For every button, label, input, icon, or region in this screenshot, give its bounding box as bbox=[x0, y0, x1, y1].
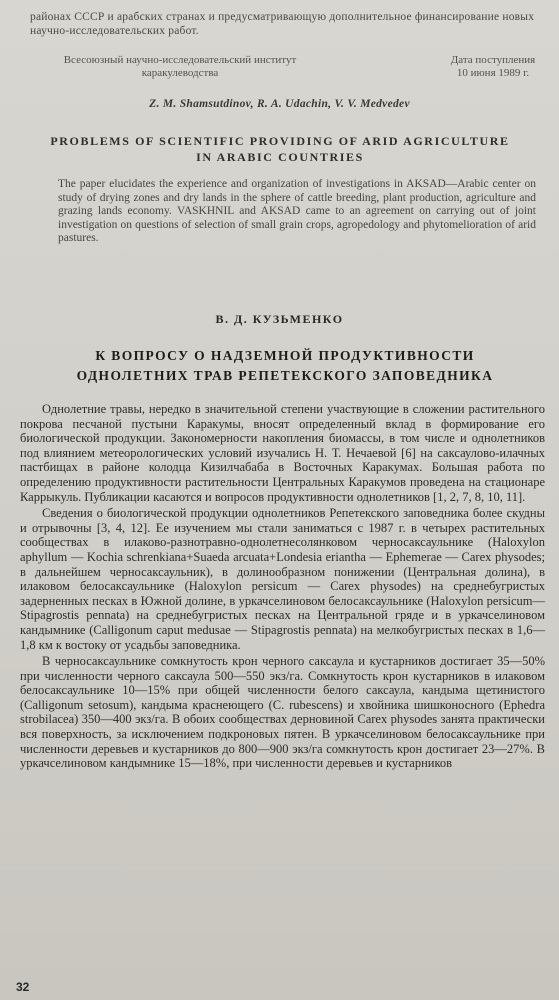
received-date-label: Дата поступления bbox=[450, 54, 536, 66]
received-date-value: 10 июня 1989 г. bbox=[456, 67, 530, 79]
body-paragraph: Сведения о биологической продукции однолетников Репетекского заповедника более скудны и отрывочны [3, 4, 12]. Ее изучением мы стали заниматься с 1987 г. в четырех растительных сообществах в илаково-разнотравно-однолетнесолянковом черносаксаульнике (Haloxylon aphyllum — Kochia schrenkiana+Suaeda arcuata+Londesia eriantha — Ephemerae — Carex physodes; в дальнейшем черносаксаульник), в долинообразном понижении (Центральная долина), в илаковом белосаксаульнике (Haloxylon persicum — Carex physodes) на среднебугристых задерненных песках в Южной долине, в уркачселиновом белосаксаульнике (Haloxylon persicum—Stipagrostis pennata) на среднебугристых песках на Центральной гряде и в уркачселиновом кандымнике (Calligonum caput medusae — Stipagrostis pennata) на мелкобугристых песках в 1,6—1,8 км к востоку от усадьбы заповедника. bbox=[20, 506, 545, 652]
body-paragraph: Однолетние травы, нередко в значительной степени участвующие в сложении растительного покрова песчаной пустыни Каракумы, вносят определенный вклад в формирование его биологической продукции. Закономерности накопления биомассы, в том числе и однолетников под влиянием метеорологических условий изучались Н. Т. Нечаевой [6] на саксаулово-илачных пастбищах в районе колодца Кизилчабаба в Восточных Каракумах. Большая работа по определению продуктивности растительности Центральных Каракумов проведена на стационаре Каррыкуль. Публикации касаются и вопросов продуктивности однолетников [1, 2, 7, 8, 10, 11]. bbox=[20, 402, 545, 504]
institution-affiliation: Всесоюзный научно-исследовательский институт каракулеводства bbox=[63, 54, 297, 79]
body-paragraph: В черносаксаульнике сомкнутость крон черного саксаула и кустарников достигает 35—50% при численности черного саксаула 500—550 экз/га. Сомкнутость крон кустарников в илаковом белосаксаульнике 10—15% при общей численности белого саксаула, кандыма щетинистого (Calligonum setosum), кандыма краснеющего (C. rubescens) и хвойника шишконосного (Ephedra strobilacea) 350—400 экз/га. В обоих сообществах дерновиной Carex physodes занята практически вся поверхность, за исключением подкроновых пятен. В уркачселиновом белосаксаульнике при численности деревьев и кустарников до 800—900 экз/га сомкнутость крон достигает 23—27%. В уркачселиновом кандымнике 15—18%, при численности деревьев и кустарников bbox=[20, 654, 545, 771]
english-authors: Z. M. Shamsutdinov, R. A. Udachin, V. V. Medvedev bbox=[149, 98, 410, 110]
english-title: PROBLEMS OF SCIENTIFIC PROVIDING OF ARID AGRICULTURE IN ARABIC COUNTRIES bbox=[50, 134, 510, 164]
page-number: 32 bbox=[16, 980, 30, 994]
article-title: К ВОПРОСУ О НАДЗЕМНОЙ ПРОДУКТИВНОСТИ ОДНОЛЕТНИХ ТРАВ РЕПЕТЕКСКОГО ЗАПОВЕДНИКА bbox=[76, 348, 494, 383]
previous-article-ending: районах СССР и арабских странах и предусматривающую дополнительное финансирование новых научно-исследовательских работ. bbox=[30, 11, 535, 37]
article-body bbox=[20, 402, 545, 771]
article-author: В. Д. КУЗЬМЕНКО bbox=[215, 312, 344, 326]
received-date bbox=[428, 54, 558, 80]
english-abstract: The paper elucidates the experience and organization of investigations in AKSAD—Arabic center on study of drying zones and dry lands in the sphere of cattle breeding, plant production, agriculture and grazing lands economy. VASKHNIL and AKSAD came to an agreement on carrying out of joint investigation on questions of selection of small grain crops, agropedology and phytomelioration of arid pastures. bbox=[58, 178, 536, 244]
